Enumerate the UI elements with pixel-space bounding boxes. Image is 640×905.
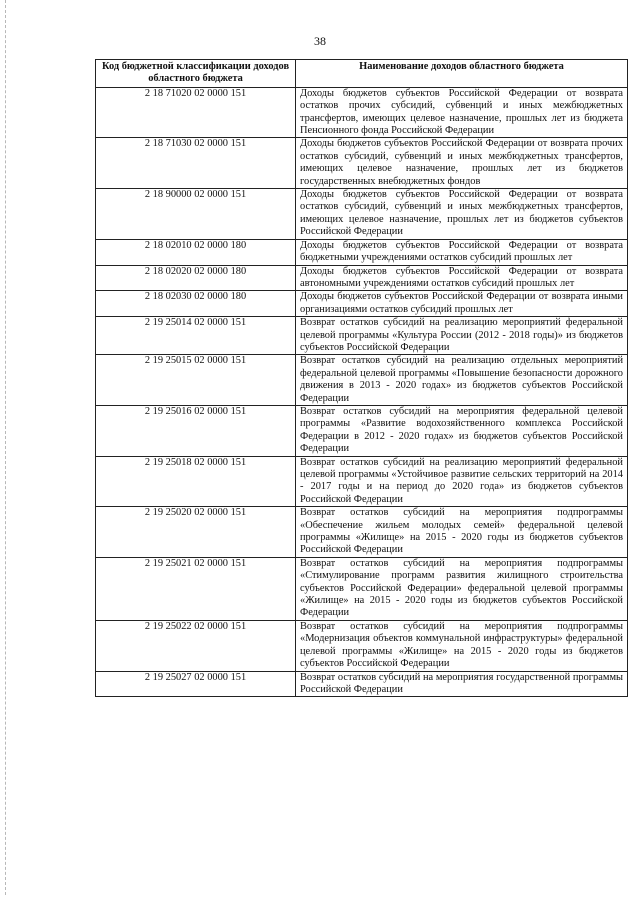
row-code: 2 19 25027 02 0000 151 (96, 671, 296, 697)
table-row (96, 620, 628, 671)
table-row (96, 189, 628, 240)
row-code: 2 19 25015 02 0000 151 (96, 355, 296, 406)
row-code: 2 18 71020 02 0000 151 (96, 87, 296, 138)
header-name: Наименование доходов областного бюджета (296, 60, 628, 88)
row-name: Доходы бюджетов субъектов Российской Федерации от возврата остатков прочих субсидий, субвенций и иных межбюджетных трансфертов, имеющих целевое назначение, прошлых лет из бюджета Пенсионного фонда Российской Федерации (296, 87, 628, 138)
table-header-row (96, 60, 628, 88)
page-edge (0, 0, 6, 905)
row-name: Доходы бюджетов субъектов Российской Федерации от возврата остатков субсидий, субвенций и иных межбюджетных трансфертов, имеющих целевое назначение, прошлых лет из бюджетов субъектов Российской Федерации (296, 189, 628, 240)
row-name: Доходы бюджетов субъектов Российской Федерации от возврата прочих остатков субсидий, субвенций и иных межбюджетных трансфертов, имеющих целевое назначение, прошлых лет из бюджетов государственных внебюджетных фондов (296, 138, 628, 189)
row-name: Возврат остатков субсидий на мероприятия государственной программы Российской Федерации (296, 671, 628, 697)
row-name: Возврат остатков субсидий на мероприятия подпрограммы «Модернизация объектов коммунальной инфраструктуры» федеральной целевой программы «Жилище» на 2015 - 2020 годы из бюджетов субъектов Российской Федерации (296, 620, 628, 671)
row-name: Возврат остатков субсидий на мероприятия подпрограммы «Стимулирование программ развития жилищного строительства субъектов Российской Федерации» федеральной целевой программы «Жилище» на 2015 - 2020 годы из бюджетов субъектов Российской Федерации (296, 557, 628, 620)
row-code: 2 19 25016 02 0000 151 (96, 405, 296, 456)
row-name: Доходы бюджетов субъектов Российской Федерации от возврата автономными учреждениями остатков субсидий прошлых лет (296, 265, 628, 291)
row-code: 2 18 02010 02 0000 180 (96, 239, 296, 265)
table-row (96, 355, 628, 406)
table-row (96, 138, 628, 189)
table-row (96, 405, 628, 456)
table-row (96, 291, 628, 317)
row-name: Возврат остатков субсидий на реализацию отдельных мероприятий федеральной целевой программы «Повышение безопасности дорожного движения в 2013 - 2020 годах» из бюджетов субъектов Российской Федерации (296, 355, 628, 406)
row-code: 2 19 25021 02 0000 151 (96, 557, 296, 620)
row-name: Возврат остатков субсидий на мероприятия подпрограммы «Обеспечение жильем молодых семей» федеральной целевой программы «Жилище» на 2015 - 2020 годы из бюджетов субъектов Российской Федерации (296, 507, 628, 558)
row-code: 2 18 02030 02 0000 180 (96, 291, 296, 317)
table-row (96, 507, 628, 558)
row-name: Доходы бюджетов субъектов Российской Федерации от возврата бюджетными учреждениями остатков субсидий прошлых лет (296, 239, 628, 265)
table-row (96, 456, 628, 507)
header-code: Код бюджетной классификации доходов областного бюджета (96, 60, 296, 88)
table-row (96, 87, 628, 138)
row-code: 2 18 02020 02 0000 180 (96, 265, 296, 291)
table-row (96, 317, 628, 355)
row-code: 2 19 25022 02 0000 151 (96, 620, 296, 671)
table-row (96, 265, 628, 291)
row-code: 2 18 71030 02 0000 151 (96, 138, 296, 189)
row-code: 2 19 25020 02 0000 151 (96, 507, 296, 558)
table-row (96, 557, 628, 620)
table-row (96, 239, 628, 265)
row-name: Возврат остатков субсидий на реализацию мероприятий федеральной целевой программы «Культура России (2012 - 2018 годы)» из бюджетов субъектов Российской Федерации (296, 317, 628, 355)
row-code: 2 19 25014 02 0000 151 (96, 317, 296, 355)
table-row (96, 671, 628, 697)
budget-revenue-table (95, 59, 628, 697)
row-name: Доходы бюджетов субъектов Российской Федерации от возврата иными организациями остатков субсидий прошлых лет (296, 291, 628, 317)
row-name: Возврат остатков субсидий на мероприятия федеральной целевой программы «Развитие водохозяйственного комплекса Российской Федерации в 2012 - 2020 годах» из бюджетов субъектов Российской Федерации (296, 405, 628, 456)
row-code: 2 19 25018 02 0000 151 (96, 456, 296, 507)
row-name: Возврат остатков субсидий на реализацию мероприятий федеральной целевой программы «Устойчивое развитие сельских территорий на 2014 - 2017 годы и на период до 2020 года» из бюджетов субъектов Российской Федерации (296, 456, 628, 507)
row-code: 2 18 90000 02 0000 151 (96, 189, 296, 240)
page-bottom (0, 895, 640, 905)
page-number: 38 (314, 34, 326, 48)
